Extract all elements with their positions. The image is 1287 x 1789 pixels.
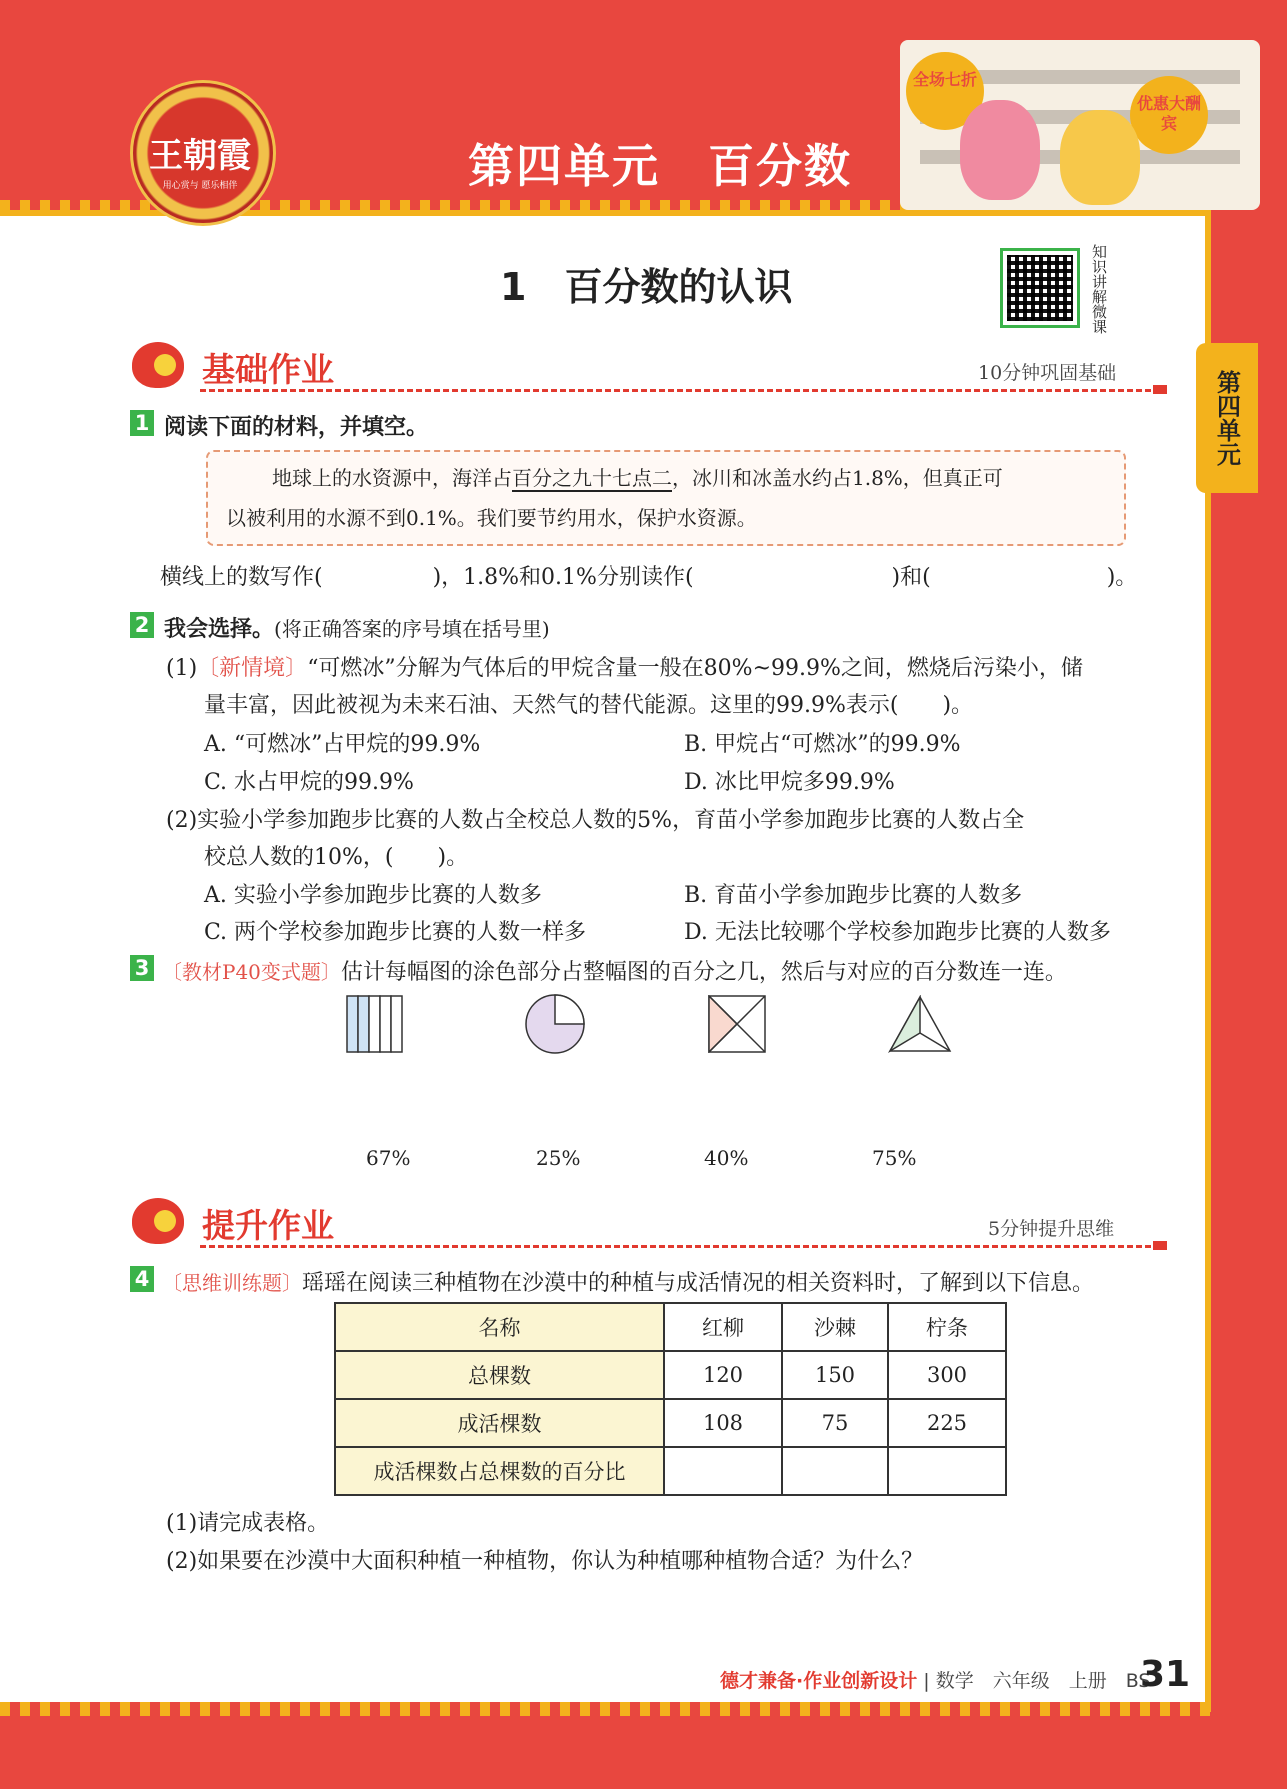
material-line-2: 以被利用的水源不到0.1%。我们要节约用水，保护水资源。: [226, 506, 757, 530]
qr-pattern: [1007, 255, 1073, 321]
percent-option[interactable]: 25%: [536, 1146, 581, 1170]
subquestion-2-line-2: 校总人数的10%，( )。: [204, 845, 469, 870]
percent-option[interactable]: 40%: [704, 1146, 749, 1170]
option-c[interactable]: C. 水占甲烷的99.9%: [204, 770, 414, 795]
logo-text: 王朝霞: [149, 136, 251, 176]
answer-cell[interactable]: [782, 1447, 888, 1495]
page-number: 31: [1140, 1654, 1191, 1695]
table-header-row: [335, 1303, 1006, 1351]
option-b[interactable]: B. 甲烷占“可燃冰”的99.9%: [684, 732, 961, 757]
table-cell: 300: [888, 1351, 1006, 1399]
subquestion-1-line-1: (1)〔新情境〕“可燃冰”分解为气体后的甲烷含量一般在80%~99.9%之间，燃烧后污染小，储: [166, 656, 1083, 681]
subquestion-1: (1)请完成表格。: [166, 1511, 330, 1536]
answer-cell[interactable]: [664, 1447, 782, 1495]
banner-illustration: [900, 40, 1260, 210]
question-prompt: 〔思维训练题〕瑶瑶在阅读三种植物在沙漠中的种植与成活情况的相关资料时，了解到以下信息。: [162, 1271, 1095, 1296]
table-cell: 108: [664, 1399, 782, 1447]
unit-title: 第四单元 百分数: [468, 139, 852, 193]
table-cell: 成活棵数占总棵数的百分比: [335, 1447, 664, 1495]
pink-mascot: [960, 100, 1040, 200]
table-cell: 成活棵数: [335, 1399, 664, 1447]
section-divider: [200, 389, 1160, 392]
subquestion-2-line-1: (2)实验小学参加跑步比赛的人数占全校总人数的5%，育苗小学参加跑步比赛的人数占全: [166, 808, 1025, 833]
blank-strip: [380, 996, 391, 1052]
section-note-basic: 10分钟巩固基础: [978, 362, 1117, 384]
section-divider-end: [1153, 385, 1167, 394]
sale-badge: 全场七折: [906, 52, 984, 130]
percent-option[interactable]: 67%: [366, 1146, 411, 1170]
material-line-1: 地球上的水资源中，海洋占百分之九十七点二，冰川和冰盖水约占1.8%，但真正可: [272, 466, 1003, 490]
table-cell: 75: [782, 1399, 888, 1447]
subquestion-2: (2)如果要在沙漠中大面积种植一种植物，你认为种植哪种植物合适？为什么？: [166, 1549, 924, 1574]
option-b[interactable]: B. 育苗小学参加跑步比赛的人数多: [684, 883, 1023, 908]
promo-badge: 优惠大酬宾: [1130, 76, 1208, 154]
question-prompt: 我会选择。(将正确答案的序号填在括号里): [164, 617, 550, 642]
percent-option[interactable]: 75%: [872, 1146, 917, 1170]
border-bottom-wave: [0, 1702, 1210, 1716]
blank-strip: [369, 996, 380, 1052]
circle-figure[interactable]: [524, 993, 586, 1055]
section-title-advanced: 提升作业: [202, 1206, 334, 1245]
table-cell: 红柳: [664, 1303, 782, 1351]
table-cell: 总棵数: [335, 1351, 664, 1399]
section-title-basic: 基础作业: [202, 350, 334, 389]
section-icon: [132, 1198, 184, 1244]
shaded-strip: [358, 996, 369, 1052]
table-cell: 150: [782, 1351, 888, 1399]
lesson-title: 1 百分数的认识: [500, 265, 793, 309]
footer: 德才兼备·作业创新设计 | 数学 六年级 上册 BS: [720, 1670, 1151, 1692]
plant-survival-table: [334, 1302, 1007, 1496]
section-divider-end: [1153, 1241, 1167, 1250]
section-divider: [200, 1245, 1160, 1248]
side-tab: 第四单元: [1196, 343, 1258, 493]
question-number: 4: [130, 1266, 154, 1292]
subquestion-1-line-2: 量丰富，因此被视为未来石油、天然气的替代能源。这里的99.9%表示( )。: [204, 693, 974, 718]
section-icon: [132, 342, 184, 388]
table-row: [335, 1351, 1006, 1399]
table-cell: 120: [664, 1351, 782, 1399]
option-d[interactable]: D. 冰比甲烷多99.9%: [684, 770, 895, 795]
square-figure[interactable]: [708, 995, 766, 1053]
table-cell: 225: [888, 1399, 1006, 1447]
question-prompt: 〔教材P40变式题〕估计每幅图的涂色部分占整幅图的百分之几，然后与对应的百分数连一连。: [162, 960, 1067, 985]
table-cell: 沙棘: [782, 1303, 888, 1351]
blank-quarter: [555, 995, 584, 1024]
shaded-strip: [347, 996, 358, 1052]
option-c[interactable]: C. 两个学校参加跑步比赛的人数一样多: [204, 920, 587, 945]
option-d[interactable]: D. 无法比较哪个学校参加跑步比赛的人数多: [684, 920, 1111, 945]
logo-slogan: 用心赏与 愿乐相伴: [162, 181, 238, 191]
table-cell: 名称: [335, 1303, 664, 1351]
answer-cell[interactable]: [888, 1447, 1006, 1495]
striped-rectangle-figure[interactable]: [346, 995, 404, 1053]
question-number: 3: [130, 955, 154, 981]
triangle-figure[interactable]: [888, 995, 952, 1053]
question-prompt: 阅读下面的材料，并填空。: [164, 415, 429, 440]
question-number: 2: [130, 612, 154, 638]
option-a[interactable]: A. “可燃冰”占甲烷的99.9%: [204, 732, 481, 757]
section-note-advanced: 5分钟提升思维: [988, 1218, 1115, 1240]
option-a[interactable]: A. 实验小学参加跑步比赛的人数多: [204, 883, 542, 908]
table-row: [335, 1399, 1006, 1447]
table-row: [335, 1447, 1006, 1495]
qr-code[interactable]: [1000, 248, 1080, 328]
question-number: 1: [130, 410, 154, 436]
fill-in-blank-line: 横线上的数写作( )，1.8%和0.1%分别读作( )和( )。: [160, 565, 1138, 590]
blank-strip: [391, 996, 402, 1052]
qr-caption: 知识讲解微课: [1090, 244, 1108, 334]
yellow-mascot: [1060, 110, 1140, 205]
table-cell: 柠条: [888, 1303, 1006, 1351]
